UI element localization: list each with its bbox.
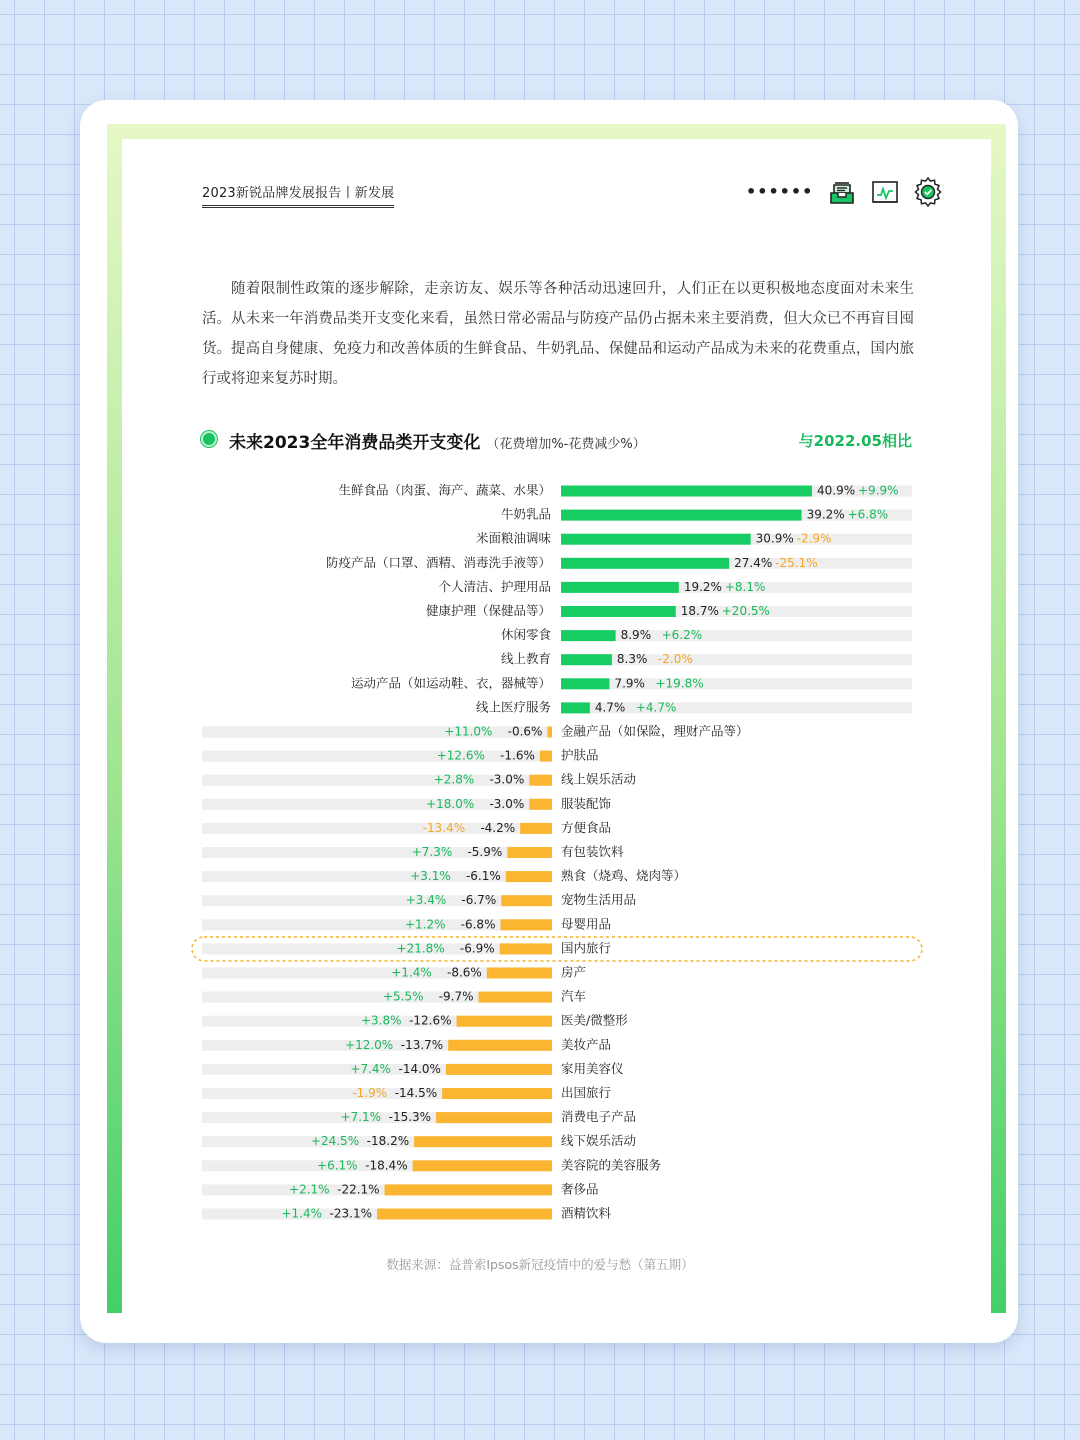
bar-negative <box>500 943 552 954</box>
category-label: 奢侈品 <box>561 1181 599 1197</box>
value-label: -3.0% <box>489 772 525 787</box>
category-label: 牛奶乳品 <box>500 506 551 522</box>
bar-positive <box>561 702 590 713</box>
value-label: -4.2% <box>480 820 516 835</box>
value-label: -3.0% <box>489 796 525 811</box>
value-label: -18.4% <box>365 1158 408 1173</box>
category-label: 线上娱乐活动 <box>561 771 637 787</box>
bar-negative <box>506 871 552 882</box>
value-label: -6.7% <box>461 893 497 908</box>
change-label: +8.1% <box>724 579 766 594</box>
change-label: -13.4% <box>422 820 466 835</box>
category-label: 护肤品 <box>561 747 599 763</box>
more-menu-icon[interactable]: •••••• <box>746 182 814 201</box>
bar-positive <box>561 558 729 569</box>
change-label: +24.5% <box>310 1134 360 1149</box>
change-label: -2.9% <box>796 531 832 546</box>
bar-negative <box>479 992 552 1003</box>
bar-negative <box>436 1112 552 1123</box>
value-label: 30.9% <box>755 531 794 546</box>
bar-negative <box>520 823 552 834</box>
change-label: +1.4% <box>391 965 432 980</box>
bar-track <box>202 943 552 954</box>
bar-negative <box>500 919 552 930</box>
bar-positive <box>561 582 679 593</box>
category-label: 熟食（烧鸡、烧肉等） <box>561 868 687 884</box>
category-label: 防疫产品（口罩、酒精、消毒洗手液等） <box>325 554 551 570</box>
change-label: +12.6% <box>436 748 485 763</box>
category-label: 医美/微整形 <box>561 1012 628 1028</box>
change-label: +6.8% <box>847 507 889 522</box>
intro-paragraph: 随着限制性政策的逐步解除，走亲访友、娱乐等各种活动迅速回升，人们正在以更积极地态度面对未来生活。从未来一年消费品类开支变化来看，虽然日常必需品与防疫产品仍占据未来主要消费，但大众已不再盲目囤货。提高自身健康、免疫力和改善体质的生鲜食品、牛奶乳品、保健品和运动产品成为未来的花费重点，国内旅行或将迎来复苏时期。 <box>202 281 914 387</box>
category-label: 金融产品（如保险，理财产品等） <box>561 723 749 739</box>
value-label: -5.9% <box>467 845 503 859</box>
bar-positive <box>561 654 612 665</box>
compare-label: 与2022.05相比 <box>798 432 912 450</box>
value-label: -0.6% <box>507 724 543 739</box>
category-label: 服装配饰 <box>561 795 612 811</box>
value-label: -14.0% <box>398 1061 441 1076</box>
change-label: +6.2% <box>661 628 703 643</box>
category-label: 健康护理（保健品等） <box>425 603 551 618</box>
value-label: 8.3% <box>616 652 648 667</box>
change-label: +1.2% <box>404 917 446 932</box>
change-label: +9.9% <box>858 483 899 498</box>
bar-positive <box>561 630 616 641</box>
change-label: +2.8% <box>433 772 475 787</box>
change-label: +12.0% <box>345 1037 394 1052</box>
category-label: 美妆产品 <box>561 1036 612 1052</box>
change-label: +21.8% <box>396 941 445 956</box>
category-label: 消费电子产品 <box>561 1109 637 1125</box>
category-label: 家用美容仪 <box>561 1060 624 1076</box>
data-source: 数据来源：益普索Ipsos新冠疫情中的爱与愁（第五期） <box>386 1257 694 1272</box>
bar-positive <box>561 510 802 521</box>
bar-negative <box>413 1160 552 1171</box>
change-label: +5.5% <box>382 989 424 1004</box>
section-title-text: 未来2023全年消费品类开支变化 <box>229 433 481 453</box>
bar-negative <box>487 968 552 979</box>
category-label: 房产 <box>561 964 587 980</box>
category-label: 美容院的美容服务 <box>561 1157 662 1173</box>
bar-negative <box>442 1088 552 1099</box>
bar-negative <box>414 1136 552 1147</box>
bar-track <box>202 895 552 906</box>
category-label: 线上医疗服务 <box>475 699 551 715</box>
bar-positive <box>561 678 609 689</box>
bar-negative <box>547 727 552 738</box>
value-label: -22.1% <box>337 1182 380 1197</box>
category-label: 出国旅行 <box>561 1085 612 1100</box>
change-label: +7.1% <box>340 1110 382 1125</box>
bar-negative <box>385 1184 552 1195</box>
category-label: 酒精饮料 <box>561 1205 612 1221</box>
bar-positive <box>561 486 812 497</box>
change-label: +4.7% <box>635 700 677 715</box>
change-label: -2.0% <box>657 652 693 667</box>
value-label: -13.7% <box>400 1037 444 1052</box>
value-label: -6.8% <box>460 917 496 932</box>
bar-negative <box>448 1040 552 1051</box>
section-subtitle: （花费增加%-花费减少%） <box>486 437 646 452</box>
bar-track <box>202 724 552 739</box>
category-label: 宠物生活用品 <box>561 892 637 908</box>
category-label: 线上教育 <box>500 651 551 667</box>
value-label: -23.1% <box>329 1206 372 1221</box>
change-label: +18.0% <box>426 796 475 811</box>
value-label: 39.2% <box>806 507 845 522</box>
change-label: +7.3% <box>411 845 453 859</box>
report-header-title: 2023新锐品牌发展报告丨新发展 <box>202 182 394 208</box>
category-label: 方便食品 <box>561 819 612 835</box>
value-label: 40.9% <box>817 483 856 498</box>
bar-track <box>202 919 552 930</box>
bar-positive <box>561 606 676 617</box>
value-label: -1.6% <box>500 748 535 763</box>
category-label: 线下娱乐活动 <box>561 1133 637 1149</box>
bar-track <box>561 654 912 665</box>
value-label: -6.9% <box>459 941 495 956</box>
value-label: 7.9% <box>614 676 645 691</box>
value-label: 18.7% <box>680 604 719 618</box>
bar-negative <box>446 1064 552 1075</box>
category-label: 母婴用品 <box>561 916 612 932</box>
value-label: -15.3% <box>388 1110 432 1125</box>
bar-negative <box>529 775 552 786</box>
change-label: +6.1% <box>317 1158 358 1173</box>
value-label: 8.9% <box>620 628 652 643</box>
bar-negative <box>507 847 552 858</box>
bar-negative <box>377 1209 552 1220</box>
category-label: 国内旅行 <box>561 940 612 956</box>
value-label: 4.7% <box>594 700 626 715</box>
category-label: 汽车 <box>561 988 587 1004</box>
change-label: +3.1% <box>410 869 451 884</box>
change-label: +7.4% <box>350 1061 391 1076</box>
value-label: -14.5% <box>394 1086 438 1100</box>
value-label: -18.2% <box>366 1134 410 1149</box>
change-label: +11.0% <box>444 724 493 739</box>
bar-negative <box>501 895 552 906</box>
change-label: +20.5% <box>721 604 770 618</box>
category-label: 有包装饮料 <box>561 844 624 859</box>
value-label: 19.2% <box>683 579 722 594</box>
change-label: +1.4% <box>281 1206 322 1221</box>
change-label: -25.1% <box>775 555 818 570</box>
change-label: -1.9% <box>352 1086 388 1100</box>
change-label: +2.1% <box>289 1182 330 1197</box>
value-label: -9.7% <box>438 989 474 1004</box>
category-label: 休闲零食 <box>500 627 551 643</box>
bar-negative <box>457 1016 552 1027</box>
change-label: +3.8% <box>360 1013 402 1028</box>
value-label: -6.1% <box>465 869 501 884</box>
bar-negative <box>540 751 552 762</box>
bar-positive <box>561 534 751 545</box>
category-label: 运动产品（如运动鞋、衣，器械等） <box>350 675 551 691</box>
bar-negative <box>529 799 552 810</box>
change-label: +19.8% <box>655 676 704 691</box>
value-label: -12.6% <box>409 1013 452 1028</box>
category-label: 米面粮油调味 <box>475 530 551 546</box>
value-label: -8.6% <box>447 965 482 980</box>
category-label: 个人清洁、护理用品 <box>438 578 551 594</box>
category-label: 生鲜食品（肉蛋、海产、蔬菜、水果） <box>338 482 551 498</box>
value-label: 27.4% <box>734 555 773 570</box>
change-label: +3.4% <box>405 893 447 908</box>
